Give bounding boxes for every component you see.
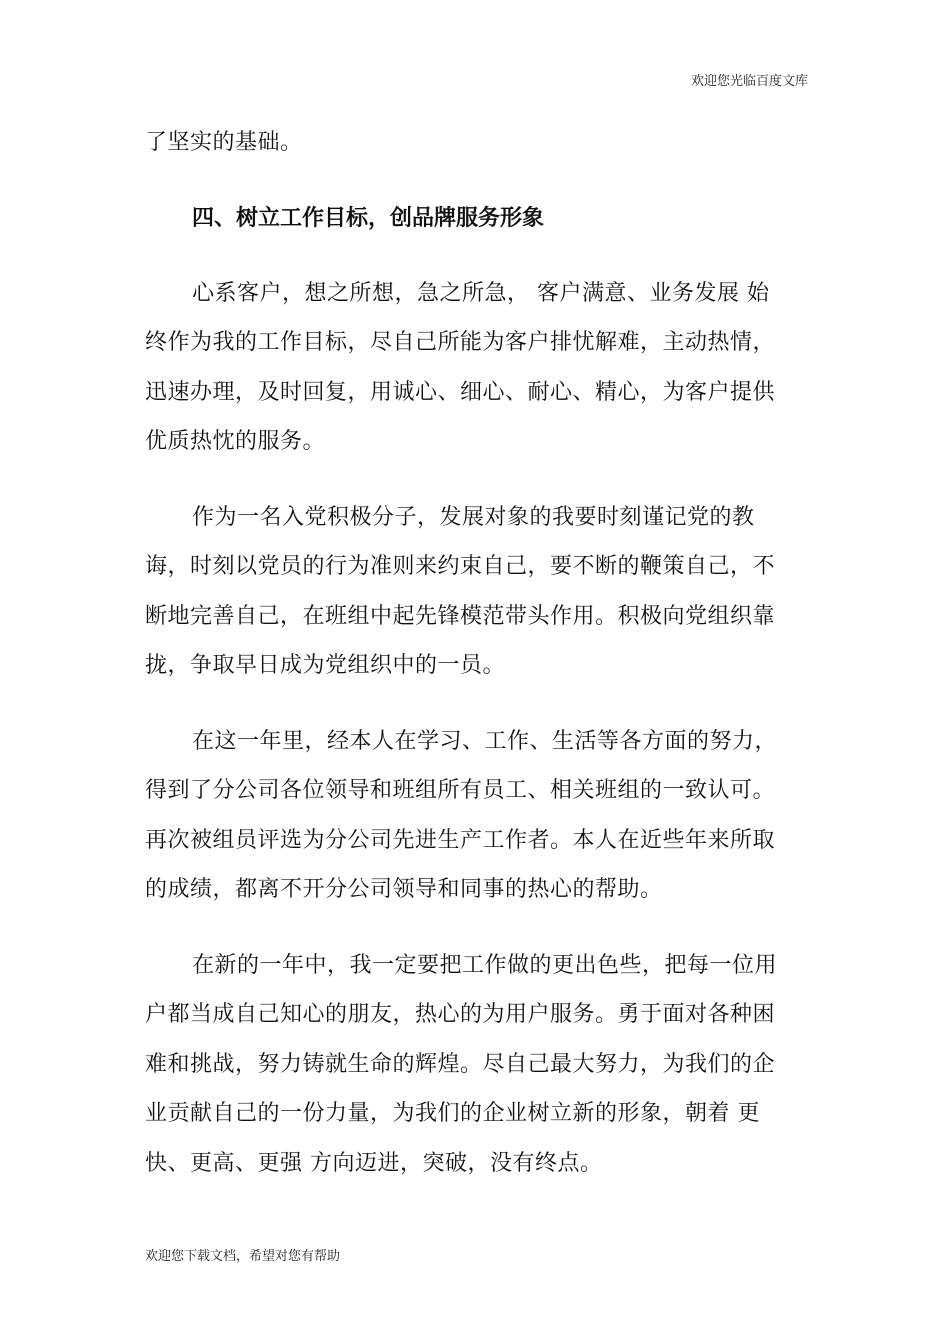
text-line: 了坚实的基础。 xyxy=(145,130,303,155)
text-line: 难和挑战，努力铸就生命的辉煌。尽自己最大努力，为我们的企 xyxy=(145,1052,776,1077)
text-line: 优质热忱的服务。 xyxy=(145,429,326,454)
text-line: 的成绩，都离不开分公司领导和同事的热心的帮助。 xyxy=(145,877,663,902)
text-line: 诲，时刻以党员的行为准则来约束自己，要不断的鞭策自己，不 xyxy=(145,554,776,579)
page-header: 欢迎您光临百度文库 xyxy=(690,74,808,89)
text-line: 迅速办理，及时回复，用诚心、细心、耐心、精心，为客户提供 xyxy=(145,380,776,405)
text-line: 业贡献自己的一份力量，为我们的企业树立新的形象，朝着 更 xyxy=(145,1101,760,1126)
text-line: 得到了分公司各位领导和班组所有员工、相关班组的一致认可。 xyxy=(145,778,776,803)
text-line: 快、更高、更强 方向迈进，突破，没有终点。 xyxy=(145,1151,603,1176)
text-line: 在新的一年中，我一定要把工作做的更出色些，把每一位用 xyxy=(192,953,778,978)
text-line: 作为一名入党积极分子，发展对象的我要时刻谨记党的教 xyxy=(192,505,755,530)
section-heading: 四、树立工作目标，创品牌服务形象 xyxy=(192,206,545,231)
text-line: 心系客户，想之所想，急之所急， 客户满意、业务发展 始 xyxy=(192,281,770,306)
page-footer: 欢迎您下载文档，希望对您有帮助 xyxy=(145,1249,341,1264)
text-line: 在这一年里，经本人在学习、工作、生活等各方面的努力， xyxy=(192,729,778,754)
text-line: 户都当成自己知心的朋友，热心的为用户服务。勇于面对各种困 xyxy=(145,1002,776,1027)
text-line: 再次被组员评选为分公司先进生产工作者。本人在近些年来所取 xyxy=(145,828,776,853)
text-line: 终作为我的工作目标，尽自己所能为客户排忧解难，主动热情， xyxy=(145,330,776,355)
text-line: 拢，争取早日成为党组织中的一员。 xyxy=(145,653,506,678)
text-line: 断地完善自己，在班组中起先锋模范带头作用。积极向党组织靠 xyxy=(145,604,776,629)
